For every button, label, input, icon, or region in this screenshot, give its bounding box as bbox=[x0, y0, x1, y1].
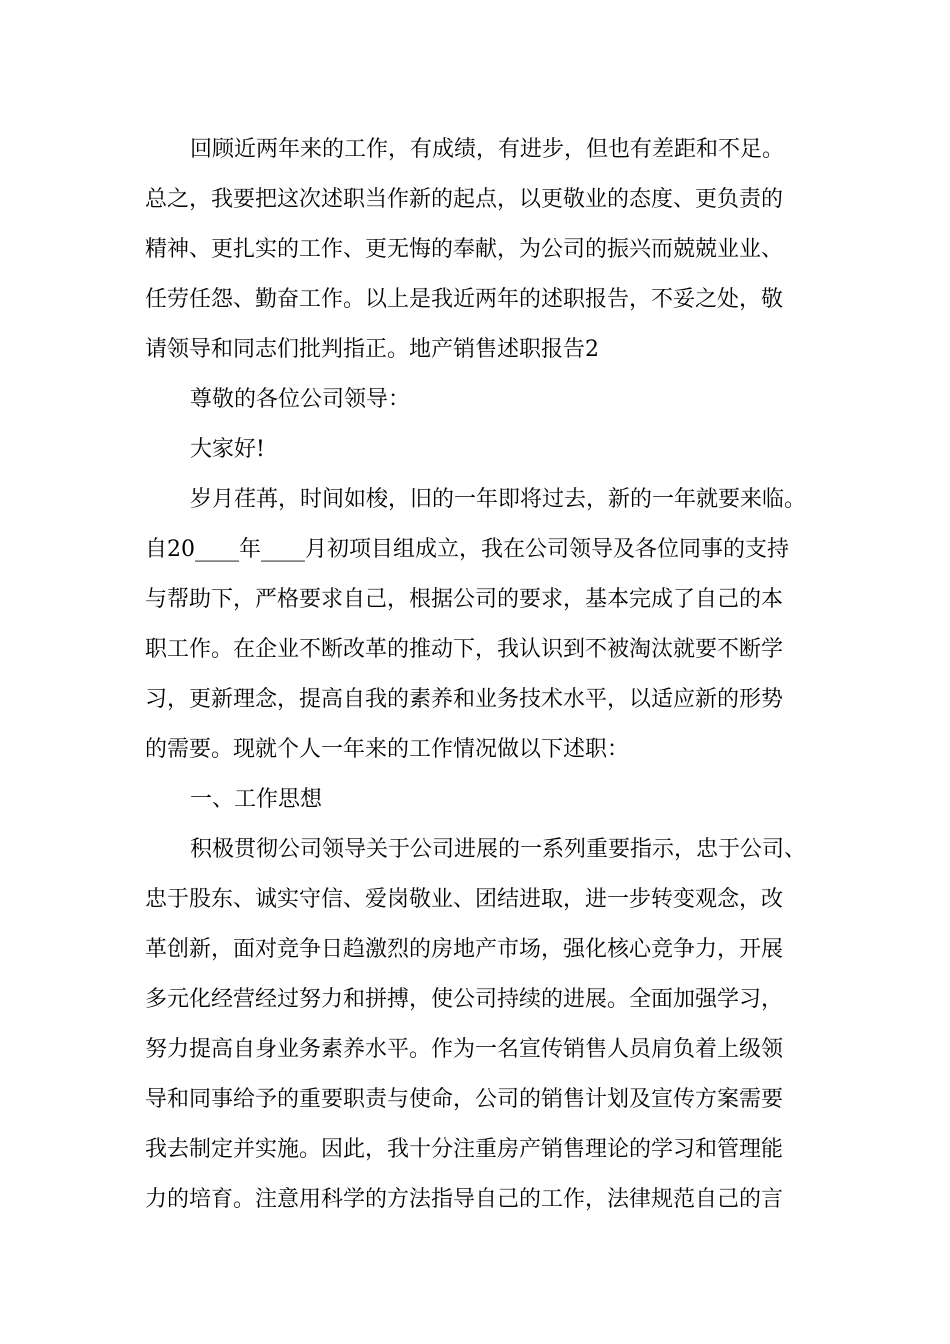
text-line: 习，更新理念，提高自我的素养和业务技术水平，以适应新的形势 bbox=[145, 687, 784, 712]
text-line: 请领导和同志们批判指正。地产销售述职报告2 bbox=[145, 337, 599, 362]
text-line: 我去制定并实施。因此，我十分注重房产销售理论的学习和管理能 bbox=[145, 1137, 784, 1162]
text-line: 忠于股东、诚实守信、爱岗敬业、团结进取，进一步转变观念，改 bbox=[145, 887, 784, 912]
text-line: 精神、更扎实的工作、更无悔的奉献，为公司的振兴而兢兢业业、 bbox=[145, 237, 784, 262]
text-line: 任劳任怨、勤奋工作。以上是我近两年的述职报告，不妥之处，敬 bbox=[145, 287, 784, 312]
text-line: 总之，我要把这次述职当作新的起点，以更敬业的态度、更负责的 bbox=[145, 187, 784, 212]
text-line: 与帮助下，严格要求自己，根据公司的要求，基本完成了自己的本 bbox=[145, 587, 784, 612]
text-line: 努力提高自身业务素养水平。作为一名宣传销售人员肩负着上级领 bbox=[145, 1037, 784, 1062]
salutation: 尊敬的各位公司领导： bbox=[190, 387, 411, 412]
text-line: 的需要。现就个人一年来的工作情况做以下述职： bbox=[145, 737, 630, 762]
text-line: 回顾近两年来的工作，有成绩，有进步，但也有差距和不足。 bbox=[190, 137, 785, 162]
greeting: 大家好! bbox=[190, 437, 265, 462]
text-line: 自20____年____月初项目组成立，我在公司领导及各位同事的支持 bbox=[145, 537, 789, 562]
text-line: 革创新，面对竞争日趋激烈的房地产市场，强化核心竞争力，开展 bbox=[145, 937, 784, 962]
text-line: 职工作。在企业不断改革的推动下，我认识到不被淘汰就要不断学 bbox=[145, 637, 784, 662]
text-line: 积极贯彻公司领导关于公司进展的一系列重要指示，忠于公司、 bbox=[190, 837, 807, 862]
text-line: 多元化经营经过努力和拼搏，使公司持续的进展。全面加强学习， bbox=[145, 987, 784, 1012]
text-line: 力的培育。注意用科学的方法指导自己的工作，法律规范自己的言 bbox=[145, 1187, 784, 1212]
section-heading: 一、工作思想 bbox=[190, 787, 323, 812]
text-line: 岁月荏苒，时间如梭，旧的一年即将过去，新的一年就要来临。 bbox=[190, 487, 807, 512]
text-line: 导和同事给予的重要职责与使命，公司的销售计划及宣传方案需要 bbox=[145, 1087, 784, 1112]
